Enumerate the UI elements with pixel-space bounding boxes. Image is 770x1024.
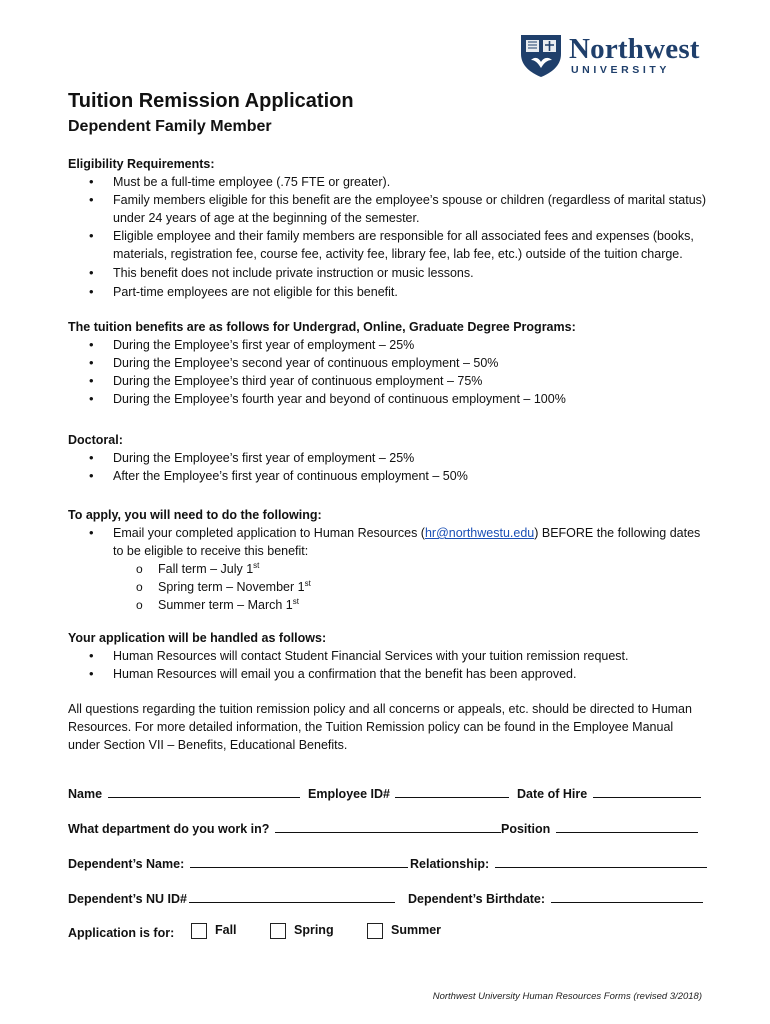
summer-label: Summer	[391, 923, 442, 938]
term-sup: st	[304, 578, 311, 588]
shield-icon	[519, 32, 563, 78]
list-item: • During the Employee’s first year of employment – 25%	[68, 336, 708, 354]
department-field	[68, 821, 501, 836]
apply-list	[68, 524, 708, 614]
list-item: • After the Employee’s first year of continuous employment – 50%	[68, 467, 708, 485]
application-for-label: Application is for:	[68, 926, 175, 940]
logo-subtitle: UNIVERSITY	[571, 64, 671, 76]
eligibility-list	[68, 173, 708, 301]
dependent-birthdate-field	[408, 891, 703, 906]
apply-intro-before: Email your completed application to Human Resources (	[113, 526, 425, 540]
spring-checkbox[interactable]	[270, 923, 286, 939]
doctoral-heading: Doctoral:	[68, 433, 123, 447]
list-item: • During the Employee’s first year of employment – 25%	[68, 449, 708, 467]
list-item: • During the Employee’s third year of continuous employment – 75%	[68, 372, 708, 390]
hr-email-link[interactable]: hr@northwestu.edu	[424, 526, 535, 540]
page-subtitle: Dependent Family Member	[68, 118, 272, 135]
term-item	[113, 596, 708, 614]
handled-heading: Your application will be handled as follows:	[68, 631, 327, 645]
spring-option[interactable]	[270, 923, 334, 939]
employee-id-label: Employee ID#	[308, 787, 390, 801]
page-title: Tuition Remission Application	[68, 90, 354, 112]
summer-option[interactable]	[367, 923, 441, 939]
eligibility-section	[68, 155, 708, 301]
benefits-heading: The tuition benefits are as follows for Undergrad, Online, Graduate Degree Programs:	[68, 320, 576, 334]
term-label: Spring term – November 1	[158, 580, 305, 594]
list-item: • This benefit does not include private instruction or music lessons.	[68, 264, 708, 282]
list-item	[68, 524, 708, 614]
relationship-field	[410, 856, 707, 871]
position-input[interactable]	[556, 821, 698, 833]
fall-option[interactable]	[191, 923, 237, 939]
name-input[interactable]	[108, 786, 300, 798]
logo-wordmark: Northwest	[569, 33, 700, 65]
fall-label: Fall	[215, 923, 237, 938]
list-item: • Must be a full-time employee (.75 FTE or greater).	[68, 173, 708, 191]
list-item: • Family members eligible for this benefit are the employee’s spouse or children (regardless of marital status) under 24 years of age at the beginning of the semester.	[68, 191, 708, 227]
term-label: Summer term – March 1	[158, 598, 293, 612]
dependent-nu-id-input[interactable]	[189, 891, 395, 903]
dependent-name-input[interactable]	[190, 856, 408, 868]
relationship-label: Relationship:	[410, 857, 490, 871]
dependent-name-label: Dependent’s Name:	[68, 857, 185, 871]
term-item	[113, 560, 708, 578]
employee-id-field	[308, 786, 509, 801]
handled-list	[68, 647, 708, 683]
name-field	[68, 786, 300, 801]
spring-label: Spring	[294, 923, 334, 938]
northwest-university-logo	[519, 32, 709, 80]
dependent-name-field	[68, 856, 408, 871]
dependent-birthdate-input[interactable]	[551, 891, 703, 903]
benefits-section	[68, 318, 708, 408]
list-item: • During the Employee’s fourth year and beyond of continuous employment – 100%	[68, 390, 708, 408]
list-item: • During the Employee’s second year of continuous employment – 50%	[68, 354, 708, 372]
summer-checkbox[interactable]	[367, 923, 383, 939]
position-field	[501, 821, 698, 836]
term-item	[113, 578, 708, 596]
list-item: • Eligible employee and their family members are responsible for all associated fees and expenses (books, materials, registration fee, course fee, activity fee, library fee, lab fee, etc.) outside of the tuition charge.	[68, 227, 708, 263]
benefits-list	[68, 336, 708, 408]
department-label: What department do you work in?	[68, 822, 270, 836]
questions-paragraph: All questions regarding the tuition remission policy and all concerns or appeals, etc. should be directed to Human Resources. For more detailed information, the Tuition Remission policy can be found in the Employee Manual under Section VII – Benefits, Educational Benefits.	[68, 702, 692, 752]
date-of-hire-field	[517, 786, 701, 801]
apply-section	[68, 506, 708, 614]
page-footer: Northwest University Human Resources Forms (revised 3/2018)	[432, 991, 702, 1002]
term-sup: st	[253, 560, 260, 570]
department-input[interactable]	[275, 821, 501, 833]
questions-section	[68, 700, 708, 754]
list-item: • Part-time employees are not eligible for this benefit.	[68, 283, 708, 301]
handled-section	[68, 629, 708, 683]
apply-heading: To apply, you will need to do the following:	[68, 508, 322, 522]
apply-intro-after: ) BEFORE the following dates to be eligible to receive this benefit:	[113, 526, 701, 558]
eligibility-heading: Eligibility Requirements:	[68, 157, 215, 171]
dependent-birthdate-label: Dependent’s Birthdate:	[408, 892, 546, 906]
term-sup: st	[292, 596, 299, 606]
dependent-nu-id-field	[68, 891, 395, 906]
dependent-nu-id-label: Dependent’s NU ID#	[68, 892, 188, 906]
list-item: • Human Resources will contact Student Financial Services with your tuition remission request.	[68, 647, 708, 665]
term-label: Fall term – July 1	[158, 562, 254, 576]
relationship-input[interactable]	[495, 856, 707, 868]
fall-checkbox[interactable]	[191, 923, 207, 939]
date-of-hire-input[interactable]	[593, 786, 701, 798]
doctoral-section	[68, 431, 708, 485]
name-label: Name	[68, 787, 103, 801]
doctoral-list	[68, 449, 708, 485]
date-of-hire-label: Date of Hire	[517, 787, 588, 801]
term-deadlines-list	[113, 560, 708, 614]
position-label: Position	[501, 822, 551, 836]
employee-id-input[interactable]	[395, 786, 509, 798]
list-item: • Human Resources will email you a confirmation that the benefit has been approved.	[68, 665, 708, 683]
